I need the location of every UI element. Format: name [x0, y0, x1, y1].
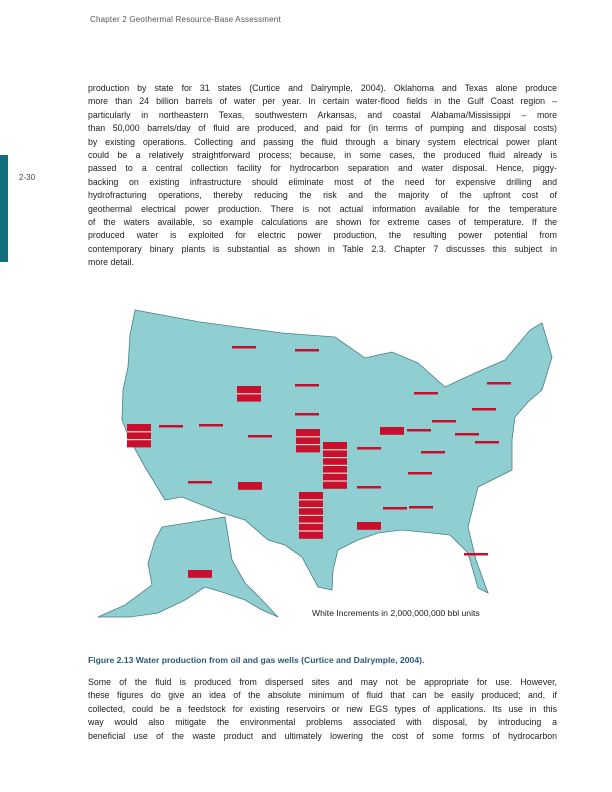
bar-ne [295, 413, 319, 416]
increment-line [127, 431, 151, 432]
text-line: could be a relatively straightforward process; because, in some cases, the produced fluid already is [88, 149, 557, 160]
bar-va [475, 441, 499, 444]
increment-line [127, 439, 151, 440]
bar-segment [407, 429, 431, 432]
running-head: Chapter 2 Geothermal Resource-Base Assessment [90, 15, 281, 24]
text-line: beneficial use of the waste product and ultimately lowering the cost of some forms of hydrocarbon [88, 730, 557, 741]
text-line: passed to a central collection facility for hydrocarbon separation and water disposal. Hence, piggy- [88, 163, 557, 174]
bar-nv [159, 425, 183, 428]
bar-segment [323, 442, 347, 450]
bar-segment [188, 570, 212, 578]
increment-line [237, 393, 261, 394]
increment-line [299, 499, 323, 500]
bar-ut [199, 424, 223, 427]
bar-ar [357, 486, 381, 489]
bar-il [380, 427, 404, 435]
text-line: than 50,000 barrels/day of fluid are produced, and paid for (in terms of pumping and disposal costs) [88, 123, 557, 134]
bar-segment [295, 349, 319, 352]
bar-in [407, 429, 431, 432]
increment-line [323, 480, 347, 481]
bar-segment [296, 445, 320, 453]
bar-tn [408, 472, 432, 475]
bar-segment [295, 384, 319, 387]
bar-ms [383, 507, 407, 510]
text-line: these figures do give an idea of the absolute minimum of fluid that can be easily produced; and, if [88, 690, 557, 701]
increment-line [296, 444, 320, 445]
bar-ks [296, 429, 320, 452]
bar-segment [299, 531, 323, 539]
bar-segment [299, 492, 323, 500]
bar-segment [237, 386, 261, 394]
bar-segment [464, 553, 488, 556]
bar-tx [299, 492, 323, 539]
text-line: of the waters available, so example calculations are shown for extreme cases of temperature. If the [88, 216, 557, 227]
map-legend: White Increments in 2,000,000,000 bbl units [312, 608, 480, 618]
bar-segment [357, 522, 381, 530]
bar-la [357, 522, 381, 530]
increment-line [323, 457, 347, 458]
bar-sd [295, 384, 319, 387]
bar-ky [421, 451, 445, 454]
bar-segment [238, 482, 262, 490]
bar-segment [159, 425, 183, 428]
bar-fl [464, 553, 488, 556]
bar-segment [487, 382, 511, 385]
bar-segment [299, 515, 323, 523]
figure-caption: Figure 2.13 Water production from oil and gas wells (Curtice and Dalrymple, 2004). [88, 655, 425, 665]
bar-mo [357, 447, 381, 450]
bar-al [409, 506, 433, 509]
bar-oh [432, 420, 456, 423]
text-line: hydrofracturing operations, thereby reducing the risk and the majority of the upfront cost of [88, 190, 557, 201]
increment-line [299, 523, 323, 524]
text-line: produced water is exploited for electric power production, the resulting power potential from [88, 230, 557, 241]
bar-segment [421, 451, 445, 454]
bar-mt [232, 346, 256, 349]
text-line: contemporary binary plants is substantial as shown in Table 2.3. Chapter 7 discusses this subject in [88, 243, 557, 254]
text-line: more detail. [88, 257, 134, 268]
bar-segment [432, 420, 456, 423]
text-line: Some of the fluid is produced from dispersed sites and may not be appropriate for use. However, [88, 677, 557, 687]
bar-segment [296, 437, 320, 445]
text-line: way would also mitigate the environmental problems associated with disposal, by introducing a [88, 717, 557, 728]
bar-mi [414, 392, 438, 395]
bar-segment [299, 508, 323, 516]
bar-segment [380, 427, 404, 435]
bar-segment [323, 465, 347, 473]
bar-segment [188, 481, 212, 484]
increment-line [299, 515, 323, 516]
bar-segment [455, 433, 479, 436]
text-line: by existing operations. Collecting and passing the fluid through a binary system electrical power plant [88, 136, 557, 147]
bar-co [248, 435, 272, 438]
increment-line [323, 465, 347, 466]
bar-pa [472, 408, 496, 411]
bar-segment [475, 441, 499, 444]
bar-nd [295, 349, 319, 352]
text-line: collected, could be a feedstock for existing reservoirs or new EGS types of applications. Its use in this [88, 703, 557, 714]
bar-ny [487, 382, 511, 385]
increment-line [296, 436, 320, 437]
increment-line [323, 449, 347, 450]
bar-segment [409, 506, 433, 509]
increment-line [299, 507, 323, 508]
bar-segment [299, 500, 323, 508]
bar-segment [127, 432, 151, 440]
bar-segment [127, 440, 151, 448]
bar-segment [232, 346, 256, 349]
bar-segment [357, 447, 381, 450]
text-line: more than 24 billion barrels of water per year. In certain water-flood fields in the Gulf Coast region – [88, 96, 557, 107]
bar-ca [127, 424, 151, 447]
text-line: geothermal electrical power production. There is not actual information available for the temperature [88, 203, 557, 214]
bar-az [188, 481, 212, 484]
increment-line [299, 530, 323, 531]
alaska-outline [98, 517, 278, 617]
bar-ok [323, 442, 347, 489]
bar-ak [188, 570, 212, 578]
bar-segment [357, 486, 381, 489]
bar-segment [295, 413, 319, 416]
bar-segment [296, 429, 320, 437]
bar-segment [199, 424, 223, 427]
bar-segment [237, 394, 261, 402]
bar-segment [127, 424, 151, 432]
text-line: particularly in northeastern Texas, southwestern Arkansas, and coastal Alabama/Mississippi – more [88, 109, 557, 120]
bar-segment [472, 408, 496, 411]
bar-wy [237, 386, 261, 402]
increment-line [323, 473, 347, 474]
bar-segment [383, 507, 407, 510]
bar-wv [455, 433, 479, 436]
page-number: 2-30 [19, 173, 36, 182]
bar-segment [248, 435, 272, 438]
bar-segment [323, 473, 347, 481]
bar-segment [299, 523, 323, 531]
bar-nm [238, 482, 262, 490]
bar-segment [414, 392, 438, 395]
bar-segment [323, 481, 347, 489]
body-paragraph-2 [88, 676, 557, 743]
text-line: backing on existing infrastructure should eliminate most of the need for expensive drilling and [88, 176, 557, 187]
text-line: production by state for 31 states (Curtice and Dalrymple, 2004). Oklahoma and Texas alone produce [88, 83, 557, 93]
bar-segment [408, 472, 432, 475]
bar-segment [323, 450, 347, 458]
bar-segment [323, 458, 347, 466]
